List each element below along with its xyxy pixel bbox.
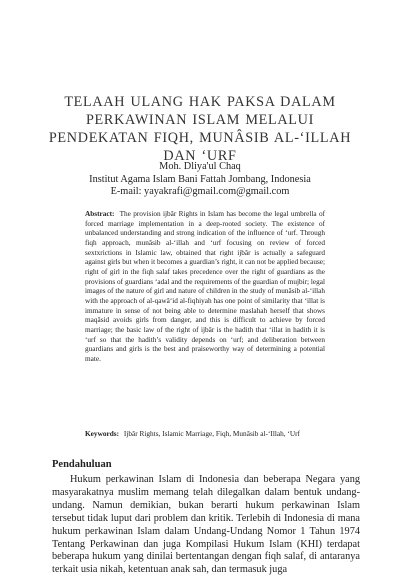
keywords-text: Ijbâr Rights, Islamic Marriage, Fiqh, Munâsib al-‘Illah, ‘Urf <box>123 429 300 438</box>
paper-title <box>40 93 360 165</box>
author-affiliation: Institut Agama Islam Bani Fattah Jombang, Indonesia <box>89 173 311 185</box>
title-line-4: DAN ‘URF <box>163 148 237 164</box>
title-line-1: TELAAH ULANG HAK PAKSA DALAM <box>64 94 336 110</box>
author-name: Moh. Dliya'ul Chaq <box>159 161 241 172</box>
abstract <box>85 210 325 365</box>
section-heading: Pendahuluan <box>52 459 112 470</box>
author-email: E-mail: yayakrafi@gmail.com@gmail.com <box>110 186 290 197</box>
keywords-label: Keywords: <box>85 429 120 438</box>
body-paragraph <box>52 474 360 577</box>
abstract-text: The provision ijbâr Rights in Islam has become the legal umbrella of forced marriage implementation in a deep-rooted society. The existence of unbalanced understanding and strong indication of the influence of ‘urf. Through fiqh approach, munâsib al-‘illah and ‘urf focusing on review of forced sextxrictions in Islamic law, obtained that right ijbâr is actually a safeguard against girls but when it becomes a guardian’s right, it can not be applied because; right of girl in the fiqh salaf takes precedence over the right of guardians as the provisions of guardians ‘adal and the requirements of the guardian of mujbir; legal images of the nature of girl and nature of children in the study of munâsib al-‘illah with the approach of al-qawâ‘id al-fiqhiyah has one point of similarity that ‘illat is immature in sense of not being able to determine maslahah herself that shows maqâsid avoids girls from danger, and this is difficult to achieve by forced marriage; the basic law of the right of ijbâr is the hadith that ‘illat in hadith it is ‘urf so that the hadith’s validity depends on ‘urf; and deliberation between guardians and girls is the best and praiseworthy way of determining a potential mate. <box>85 210 325 363</box>
author-block <box>40 161 360 199</box>
abstract-label: Abstract: <box>85 210 115 218</box>
body-text: Hukum perkawinan Islam di Indonesia dan beberapa Negara yang masyarakatnya muslim memang telah dilegalkan dalam bentuk undang-undang. Namun demikian, bukan berarti hukum perkawinan Islam tersebut tidak luput dari problem dan kritik. Terlebih di Indonesia di mana hukum perkawinan Islam dalam Undang-Undang Nomor 1 Tahun 1974 Tentang Perkawinan dan juga Kompilasi Hukum Islam (KHI) terdapat beberapa hukum yang dinilai bertentangan dengan fiqh salaf, di antaranya terkait usia nikah, ketentuan anak sah, dan termasuk juga <box>52 474 360 576</box>
keywords <box>85 429 325 439</box>
title-line-3: PENDEKATAN FIQH, MUNÂSIB AL-‘ILLAH <box>48 130 352 146</box>
title-line-2: PERKAWINAN ISLAM MELALUI <box>85 112 315 128</box>
